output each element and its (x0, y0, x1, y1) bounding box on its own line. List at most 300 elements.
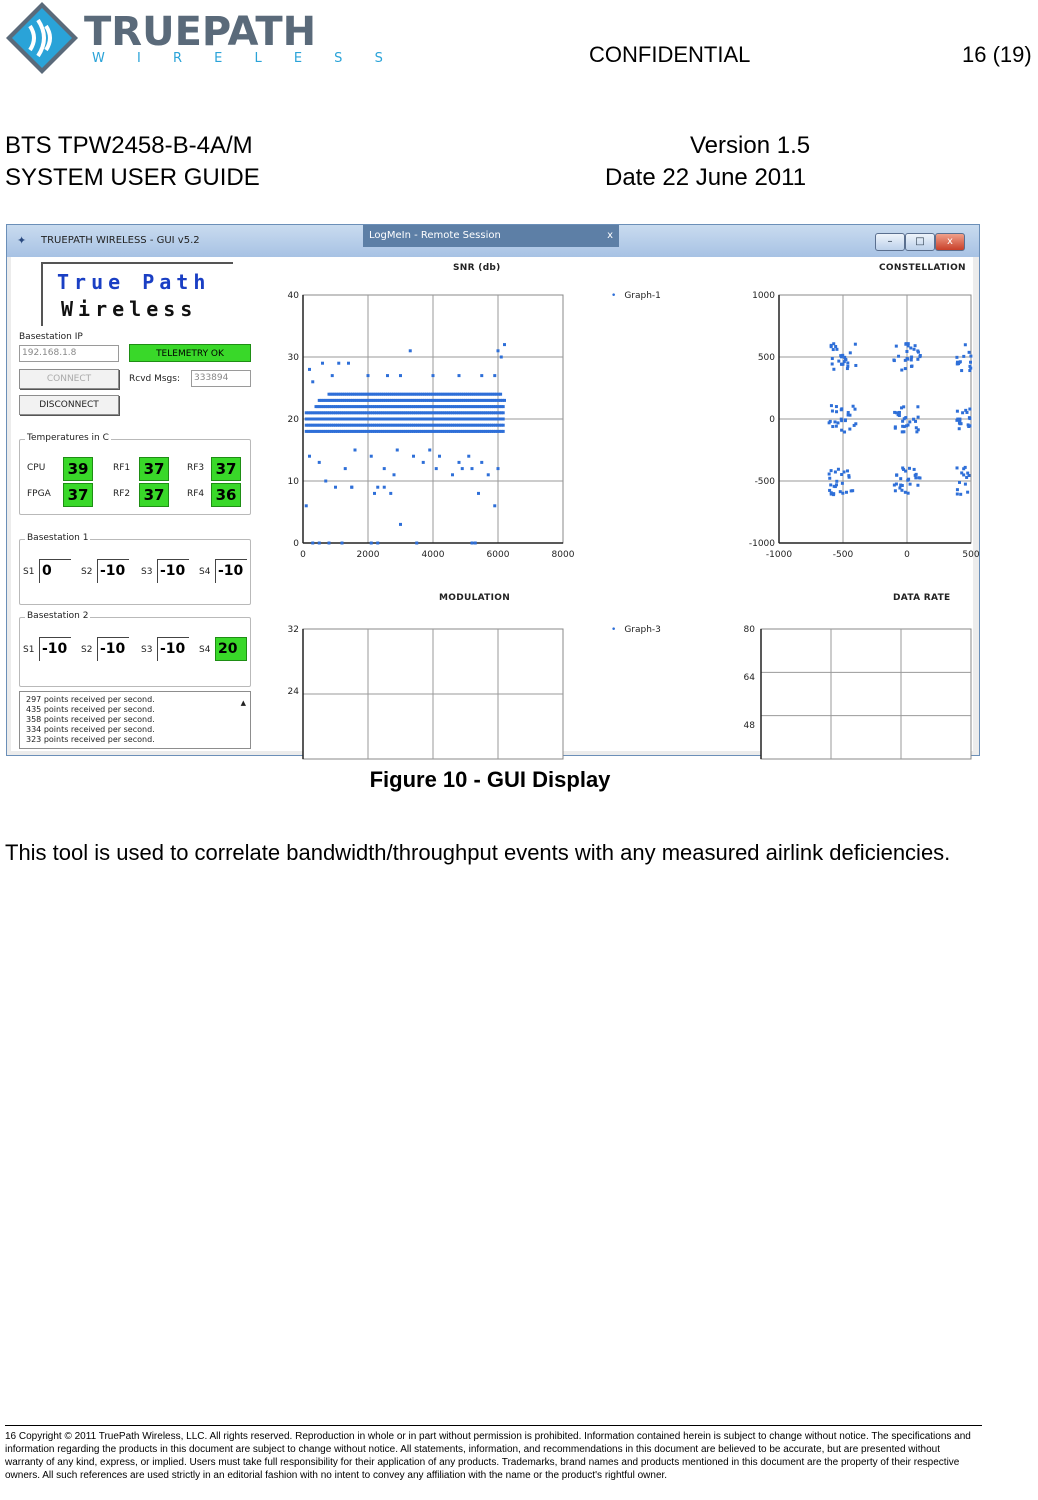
data-point (913, 348, 916, 351)
data-point (965, 476, 968, 479)
disconnect-button[interactable]: DISCONNECT (19, 395, 119, 415)
data-point (892, 359, 895, 362)
logmein-bar (363, 225, 619, 247)
bs2-s4-label: S4 (199, 645, 211, 655)
data-point (422, 461, 425, 464)
data-point (487, 473, 490, 476)
data-point (908, 467, 911, 470)
data-point (428, 449, 431, 452)
bs2-s3-value: -10 (157, 637, 189, 661)
data-point (969, 361, 972, 364)
doc-date: Date 22 June 2011 (605, 164, 807, 191)
data-point (915, 430, 918, 433)
log-line: 334 points received per second. (26, 725, 155, 734)
data-point (915, 473, 918, 476)
rcvd-msgs-field: 333894 (191, 370, 251, 387)
data-point (967, 423, 970, 426)
figure-caption: Figure 10 - GUI Display (369, 767, 611, 792)
data-point (962, 473, 965, 476)
data-point (373, 492, 376, 495)
data-point (399, 374, 402, 377)
data-point (841, 492, 844, 495)
tick-label: -500 (832, 550, 854, 560)
brand-box (41, 262, 233, 326)
data-point (956, 493, 959, 496)
data-point (914, 420, 917, 423)
logo-wordmark: TRUEPATH (84, 9, 317, 55)
tick-label: 0 (293, 539, 299, 549)
data-point (853, 424, 856, 427)
legend-marker-icon: • (611, 625, 617, 635)
data-point (968, 369, 971, 372)
data-point (964, 466, 967, 469)
data-point (503, 399, 506, 402)
data-point (480, 461, 483, 464)
window-title: TRUEPATH WIRELESS - GUI v5.2 (41, 235, 200, 246)
window-client-area (11, 257, 980, 751)
data-point (913, 468, 916, 471)
data-point (904, 470, 907, 473)
data-point (328, 542, 331, 545)
data-point (898, 414, 901, 417)
snr-chart-title: SNR (db) (453, 263, 501, 273)
tick-label: 40 (287, 291, 299, 301)
data-point (848, 476, 851, 479)
data-point (958, 481, 961, 484)
data-point (502, 418, 505, 421)
data-point (910, 365, 913, 368)
data-point (968, 408, 971, 411)
data-point (834, 470, 837, 473)
data-point (471, 542, 474, 545)
data-point (497, 467, 500, 470)
data-point (367, 374, 370, 377)
data-point (958, 427, 961, 430)
data-point (834, 345, 837, 348)
log-line: 323 points received per second. (26, 735, 155, 744)
constellation-chart (731, 287, 980, 571)
data-point (432, 374, 435, 377)
tick-label: 500 (962, 550, 980, 560)
data-point (846, 365, 849, 368)
data-point (854, 408, 857, 411)
data-point (840, 419, 843, 422)
truepath-logo (4, 0, 397, 76)
data-point (502, 424, 505, 427)
gui-screenshot-window (6, 224, 980, 756)
footer-copyright: 16 Copyright © 2011 TruePath Wireless, LLC. All rights reserved. Reproduction in whole or in part without permission is prohibited. Information contained herein is subject to change without notice. The specifications and information regarding the products in this document are subject to change without notice. All statements, information, and recommendations in this document are believed to be accurate, but are presented without warranty of any kind, express, or implied. Users must take full responsibility for their application of any products. Trademarks, brand names and products mentioned in this document are the property of their respective owners. All such references are used strictly in an editorial fashion with no intent to convey any affiliation with the name or the product's rightful owner. (5, 1431, 971, 1481)
data-point (895, 345, 898, 348)
temperatures-label: Temperatures in C (27, 433, 109, 443)
data-point (833, 485, 836, 488)
scroll-up-icon[interactable]: ▲ (240, 699, 246, 707)
data-point (474, 542, 477, 545)
data-point (852, 405, 855, 408)
log-output[interactable] (19, 691, 251, 749)
data-point (324, 480, 327, 483)
data-point (910, 356, 913, 359)
data-point (846, 361, 849, 364)
minimize-button[interactable]: – (875, 233, 905, 251)
data-point (835, 480, 838, 483)
data-point (500, 356, 503, 359)
logmein-title: LogMeIn - Remote Session (369, 230, 501, 241)
data-point (893, 484, 896, 487)
data-point (308, 455, 311, 458)
data-point (830, 491, 833, 494)
data-point (846, 469, 849, 472)
cpu-temp: 39 (63, 457, 93, 481)
data-point (305, 504, 308, 507)
tick-label: 32 (287, 625, 299, 635)
rf3-temp: 37 (211, 457, 241, 481)
data-point (849, 351, 852, 354)
tick-label: 20 (287, 415, 299, 425)
data-point (383, 467, 386, 470)
data-point (840, 473, 843, 476)
data-point (844, 418, 847, 421)
data-point (895, 474, 898, 477)
data-point (850, 489, 853, 492)
tick-label: 24 (287, 687, 299, 697)
tick-label: 1000 (752, 291, 775, 301)
data-point (833, 420, 836, 423)
data-point (956, 418, 959, 421)
data-point (830, 469, 833, 472)
tick-label: 4000 (421, 550, 445, 560)
bs1-s1-value: 0 (39, 559, 71, 583)
data-point (370, 455, 373, 458)
data-point (832, 342, 835, 345)
data-point (412, 455, 415, 458)
logo-graphic (4, 0, 397, 76)
data-point (961, 411, 964, 414)
data-point (956, 466, 959, 469)
cpu-label: CPU (27, 463, 46, 473)
basestation-1-label: Basestation 1 (27, 533, 89, 543)
body-paragraph: This tool is used to correlate bandwidth/throughput events with any measured airlink deficiencies. (5, 840, 951, 865)
data-point (897, 355, 900, 358)
data-point (344, 467, 347, 470)
rf2-label: RF2 (113, 489, 131, 499)
bs2-s2-value: -10 (97, 637, 129, 661)
data-point (894, 425, 897, 428)
bs1-s4-label: S4 (199, 567, 211, 577)
data-point (919, 477, 922, 480)
snr-legend-label: Graph-1 (624, 291, 661, 301)
data-point (393, 473, 396, 476)
data-point (835, 410, 838, 413)
tick-label: 8000 (551, 550, 575, 560)
rf1-temp: 37 (139, 457, 169, 481)
data-point (955, 356, 958, 359)
data-point (898, 411, 901, 414)
modulation-chart-title: MODULATION (439, 593, 511, 603)
data-point (835, 348, 838, 351)
data-point (895, 411, 898, 414)
data-point (908, 420, 911, 423)
data-point (902, 405, 905, 408)
tick-label: 64 (743, 673, 755, 683)
data-point (467, 455, 470, 458)
page-number: 16 (19) (962, 42, 1032, 67)
data-point (308, 368, 311, 371)
data-point (334, 486, 337, 489)
brand-line-2: Wireless (61, 297, 198, 321)
data-point (461, 467, 464, 470)
basestation-2-label: Basestation 2 (27, 611, 89, 621)
bs1-s4-value: -10 (215, 559, 247, 583)
data-point (918, 355, 921, 358)
data-point (830, 344, 833, 347)
data-point (904, 416, 907, 419)
data-point (341, 542, 344, 545)
data-point (832, 368, 835, 371)
logo-subline: W I R E L E S S (92, 51, 397, 66)
data-point (499, 393, 502, 396)
modulation-legend (611, 625, 661, 635)
data-point (376, 486, 379, 489)
bs2-s4-value: 20 (215, 637, 247, 661)
data-point (909, 347, 912, 350)
data-point (906, 479, 909, 482)
rcvd-msgs-label: Rcvd Msgs: (129, 374, 180, 384)
data-point (901, 425, 904, 428)
data-point (900, 369, 903, 372)
data-point (383, 486, 386, 489)
data-point (829, 483, 832, 486)
data-point (907, 492, 910, 495)
data-point (960, 369, 963, 372)
data-point (847, 411, 850, 414)
log-line: 435 points received per second. (26, 705, 155, 714)
data-point (337, 362, 340, 365)
brand-line-1: True Path (57, 270, 211, 294)
data-point (956, 488, 959, 491)
data-point (318, 461, 321, 464)
modulation-chart (267, 621, 587, 751)
data-point (965, 411, 968, 414)
data-point (415, 542, 418, 545)
telemetry-status: TELEMETRY OK (129, 344, 251, 362)
data-point (898, 486, 901, 489)
data-point (966, 472, 969, 475)
tick-label: 0 (904, 550, 910, 560)
data-point (458, 461, 461, 464)
snr-legend (611, 291, 661, 301)
bs2-s1-value: -10 (39, 637, 71, 661)
data-point (409, 349, 412, 352)
data-point (916, 349, 919, 352)
data-point (854, 343, 857, 346)
data-point (321, 362, 324, 365)
data-point (841, 482, 844, 485)
tick-label: 80 (743, 625, 755, 635)
data-point (831, 410, 834, 413)
bs1-s2-value: -10 (97, 559, 129, 583)
data-point (828, 421, 831, 424)
data-point (904, 367, 907, 370)
data-point (318, 542, 321, 545)
data-point (493, 374, 496, 377)
data-point (841, 363, 844, 366)
rf1-label: RF1 (113, 463, 131, 473)
data-point (837, 421, 840, 424)
tick-label: -500 (754, 477, 775, 487)
doc-title: SYSTEM USER GUIDE (5, 164, 260, 191)
data-point (845, 491, 848, 494)
maximize-button[interactable]: □ (905, 233, 935, 251)
bs2-s3-label: S3 (141, 645, 153, 655)
data-point (471, 467, 474, 470)
data-point (968, 351, 971, 354)
data-point (828, 473, 831, 476)
data-point (906, 357, 909, 360)
bs2-s2-label: S2 (81, 645, 93, 655)
data-point (350, 486, 353, 489)
data-point (497, 349, 500, 352)
data-point (451, 473, 454, 476)
data-point (909, 483, 912, 486)
modulation-legend-label: Graph-3 (624, 625, 661, 635)
data-point (848, 414, 851, 417)
data-point (904, 491, 907, 494)
data-point (399, 523, 402, 526)
data-point (835, 425, 838, 428)
data-point (831, 362, 834, 365)
data-point (905, 342, 908, 345)
tick-label: 48 (743, 721, 755, 731)
data-point (905, 350, 908, 353)
data-point (839, 490, 842, 493)
data-point (830, 404, 833, 407)
data-point (902, 430, 905, 433)
rf3-label: RF3 (187, 463, 205, 473)
data-point (396, 449, 399, 452)
data-point (914, 476, 917, 479)
bs1-s3-value: -10 (157, 559, 189, 583)
footer-rule (5, 1425, 982, 1426)
connect-button[interactable]: CONNECT (19, 369, 119, 389)
data-point (832, 348, 835, 351)
data-point (347, 362, 350, 365)
logmein-close-icon[interactable]: x (607, 230, 613, 241)
fpga-temp: 37 (63, 483, 93, 507)
data-point (502, 405, 505, 408)
fpga-label: FPGA (27, 489, 51, 499)
confidential-label: CONFIDENTIAL (589, 42, 751, 67)
data-point (914, 344, 917, 347)
datarate-chart (731, 621, 973, 751)
plot-area (761, 629, 971, 759)
tick-label: 0 (300, 550, 306, 560)
data-point (837, 360, 840, 363)
data-point (916, 358, 919, 361)
data-point (376, 542, 379, 545)
data-point (916, 405, 919, 408)
log-line: 358 points received per second. (26, 715, 155, 724)
bs2-s1-label: S1 (23, 645, 35, 655)
data-point (962, 355, 965, 358)
data-point (837, 468, 840, 471)
data-point (370, 542, 373, 545)
data-point (438, 455, 441, 458)
rf4-label: RF4 (187, 489, 205, 499)
data-point (831, 425, 834, 428)
data-point (959, 493, 962, 496)
data-point (840, 429, 843, 432)
tick-label: -1000 (765, 550, 793, 560)
data-point (844, 358, 847, 361)
constellation-chart-title: CONSTELLATION (879, 263, 966, 273)
data-point (907, 424, 910, 427)
data-point (901, 466, 904, 469)
data-point (917, 416, 920, 419)
data-point (311, 542, 314, 545)
data-point (389, 492, 392, 495)
tick-label: 2000 (356, 550, 380, 560)
legend-marker-icon: • (611, 291, 617, 301)
basestation-ip-input[interactable]: 192.168.1.8 (19, 345, 119, 362)
rf4-temp: 36 (211, 483, 241, 507)
data-point (964, 483, 967, 486)
data-point (480, 374, 483, 377)
data-point (435, 467, 438, 470)
data-point (386, 374, 389, 377)
close-button[interactable]: x (935, 233, 965, 251)
bs1-s1-label: S1 (23, 567, 35, 577)
bs1-s2-label: S2 (81, 567, 93, 577)
data-point (331, 374, 334, 377)
tick-label: 0 (769, 415, 775, 425)
datarate-chart-title: DATA RATE (893, 593, 951, 603)
data-point (848, 428, 851, 431)
data-point (839, 354, 842, 357)
data-point (899, 477, 902, 480)
data-point (969, 355, 972, 358)
log-line: 297 points received per second. (26, 695, 155, 704)
tick-label: 10 (287, 477, 299, 487)
data-point (503, 343, 506, 346)
data-point (957, 362, 960, 365)
data-point (854, 364, 857, 367)
app-icon: ✦ (17, 234, 27, 247)
data-point (502, 430, 505, 433)
bs1-s3-label: S3 (141, 567, 153, 577)
data-point (477, 492, 480, 495)
data-point (828, 477, 831, 480)
basestation-ip-label: Basestation IP (19, 332, 83, 342)
data-point (964, 343, 967, 346)
tick-label: -1000 (748, 539, 775, 549)
data-point (831, 357, 834, 360)
data-point (968, 416, 971, 419)
data-point (910, 358, 913, 361)
product-id: BTS TPW2458-B-4A/M (5, 132, 253, 159)
data-point (956, 410, 959, 413)
data-point (493, 504, 496, 507)
data-point (916, 484, 919, 487)
data-point (966, 491, 969, 494)
data-point (840, 407, 843, 410)
tick-label: 6000 (486, 550, 510, 560)
tick-label: 30 (287, 353, 299, 363)
doc-version: Version 1.5 (690, 132, 811, 159)
snr-chart (267, 287, 587, 571)
data-point (843, 430, 846, 433)
rf2-temp: 37 (139, 483, 169, 507)
tick-label: 500 (757, 353, 775, 363)
